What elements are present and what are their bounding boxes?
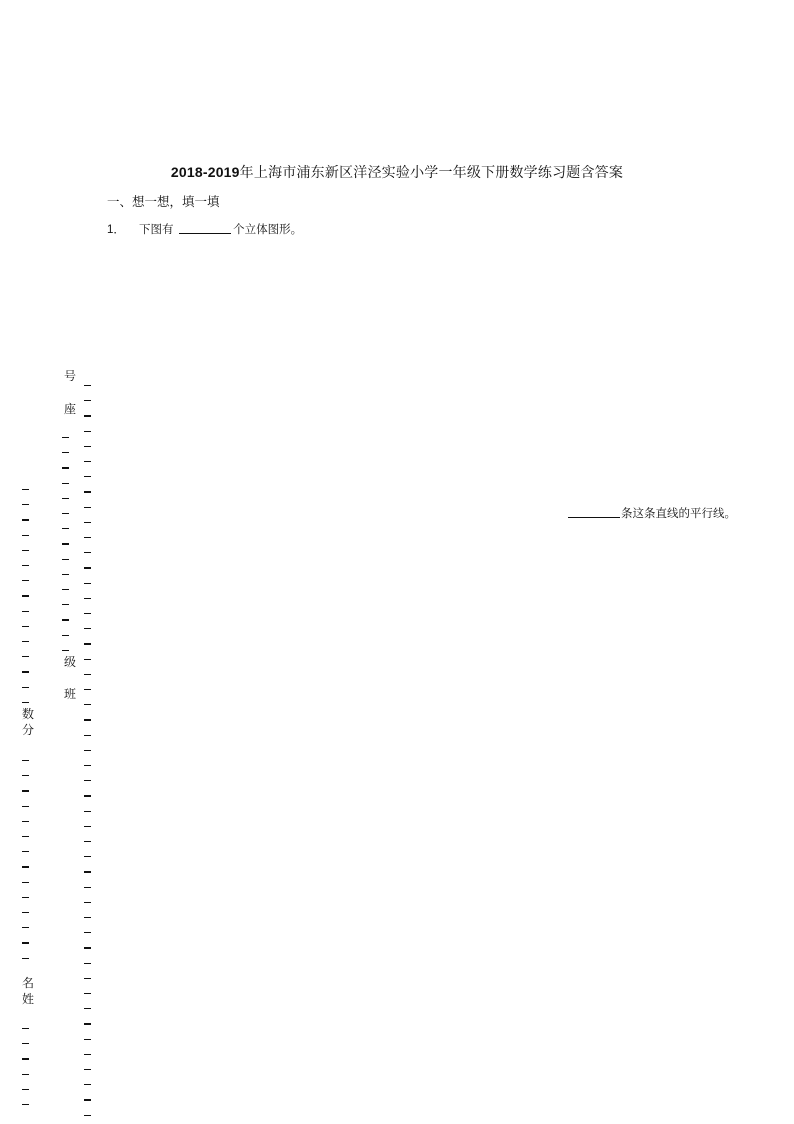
binding-dash <box>84 537 91 538</box>
binding-dash <box>84 735 91 736</box>
question-1-text-before: 下图有 <box>139 222 174 236</box>
binding-dash <box>84 628 91 629</box>
binding-dash <box>84 552 91 553</box>
binding-dash <box>22 656 29 657</box>
binding-dash <box>22 897 29 898</box>
binding-dash <box>62 452 69 453</box>
binding-label-class-b: 班 <box>63 687 76 701</box>
binding-dash <box>22 626 29 627</box>
binding-dash <box>84 1008 91 1009</box>
binding-dash <box>22 702 29 703</box>
binding-dash <box>22 1104 29 1105</box>
binding-label-name-a: 名 <box>21 976 34 990</box>
binding-dash <box>22 775 29 776</box>
binding-dash <box>22 1043 29 1044</box>
binding-dash <box>84 1084 91 1085</box>
binding-dash <box>84 1115 91 1116</box>
binding-dash <box>84 978 91 979</box>
binding-dash <box>62 574 69 575</box>
section-heading: 一、想一想，填一填 <box>107 194 220 209</box>
binding-dash <box>22 1058 29 1059</box>
binding-dash <box>22 942 29 943</box>
binding-dash <box>84 522 91 523</box>
binding-dash <box>84 765 91 766</box>
binding-dash <box>84 431 91 432</box>
binding-dash <box>22 1074 29 1075</box>
binding-dash <box>22 535 29 536</box>
binding-dash <box>84 917 91 918</box>
binding-label-seat-b: 座 <box>63 402 76 416</box>
binding-dash <box>84 643 91 644</box>
binding-dash <box>84 750 91 751</box>
binding-dash <box>84 780 91 781</box>
binding-dash <box>84 461 91 462</box>
binding-dash <box>22 489 29 490</box>
binding-dash <box>84 415 91 416</box>
binding-dash <box>84 947 91 948</box>
binding-label-name-b: 姓 <box>21 992 34 1006</box>
binding-dash <box>84 674 91 675</box>
binding-dash <box>84 1039 91 1040</box>
binding-dash <box>84 932 91 933</box>
title-text: 年上海市浦东新区洋泾实验小学一年级下册数学练习题含答案 <box>239 165 624 181</box>
binding-dash <box>84 719 91 720</box>
binding-dash <box>84 446 91 447</box>
binding-dash <box>22 1028 29 1029</box>
binding-dash <box>62 589 69 590</box>
binding-dash <box>84 902 91 903</box>
binding-label-score-b: 分 <box>21 723 34 737</box>
binding-dash <box>22 882 29 883</box>
binding-dash <box>84 583 91 584</box>
binding-dash <box>22 790 29 791</box>
binding-dash <box>62 483 69 484</box>
binding-dash <box>84 659 91 660</box>
binding-dash <box>62 635 69 636</box>
question-1-text-after: 个立体图形。 <box>233 222 303 236</box>
binding-dash <box>84 1054 91 1055</box>
binding-dash <box>62 498 69 499</box>
binding-dash <box>84 476 91 477</box>
binding-dash <box>84 491 91 492</box>
binding-dash <box>22 611 29 612</box>
binding-dash <box>84 507 91 508</box>
binding-dash <box>22 565 29 566</box>
binding-dash <box>84 871 91 872</box>
binding-dash <box>62 437 69 438</box>
binding-dash <box>84 689 91 690</box>
question-2-answer-blank[interactable] <box>568 505 620 518</box>
binding-dash <box>22 806 29 807</box>
binding-dash <box>22 687 29 688</box>
binding-dash <box>62 619 69 620</box>
binding-dash <box>62 650 69 651</box>
binding-label-seat-a: 号 <box>63 369 76 383</box>
question-2-text-after: 条这条直线的平行线。 <box>621 506 736 520</box>
binding-dash <box>62 513 69 514</box>
binding-dash <box>84 704 91 705</box>
binding-label-score-a: 数 <box>21 707 34 721</box>
binding-dash <box>84 385 91 386</box>
binding-dash <box>84 567 91 568</box>
binding-dash <box>84 400 91 401</box>
binding-dash <box>62 528 69 529</box>
binding-dash <box>22 550 29 551</box>
binding-dash <box>22 958 29 959</box>
binding-dash <box>84 887 91 888</box>
question-1-answer-blank[interactable] <box>179 221 231 234</box>
binding-dash <box>84 598 91 599</box>
binding-dash <box>84 1023 91 1024</box>
binding-dash <box>62 543 69 544</box>
binding-dash <box>62 604 69 605</box>
binding-dash <box>84 856 91 857</box>
binding-dash <box>84 963 91 964</box>
binding-dash <box>84 993 91 994</box>
binding-dash <box>62 467 69 468</box>
binding-dash <box>22 760 29 761</box>
binding-dash <box>84 811 91 812</box>
binding-dash <box>22 580 29 581</box>
binding-dash <box>62 559 69 560</box>
binding-dash <box>84 1099 91 1100</box>
binding-dash <box>22 912 29 913</box>
title-years: 2018-2019 <box>170 164 240 180</box>
page-title <box>0 162 794 182</box>
binding-dash <box>22 866 29 867</box>
binding-dash <box>84 613 91 614</box>
binding-dash <box>22 504 29 505</box>
binding-dash <box>22 836 29 837</box>
binding-dash <box>22 641 29 642</box>
binding-dash <box>84 841 91 842</box>
binding-label-class-a: 级 <box>63 655 76 669</box>
binding-dash <box>22 821 29 822</box>
binding-dash <box>22 671 29 672</box>
question-2-fragment <box>568 505 736 521</box>
binding-dash <box>84 826 91 827</box>
binding-dash <box>84 1069 91 1070</box>
binding-dash <box>22 1089 29 1090</box>
binding-dash <box>22 851 29 852</box>
question-1 <box>107 221 302 237</box>
question-1-number: 1． <box>107 224 125 236</box>
binding-dash <box>22 927 29 928</box>
binding-dash <box>22 595 29 596</box>
binding-dash <box>84 795 91 796</box>
binding-dash <box>22 519 29 520</box>
